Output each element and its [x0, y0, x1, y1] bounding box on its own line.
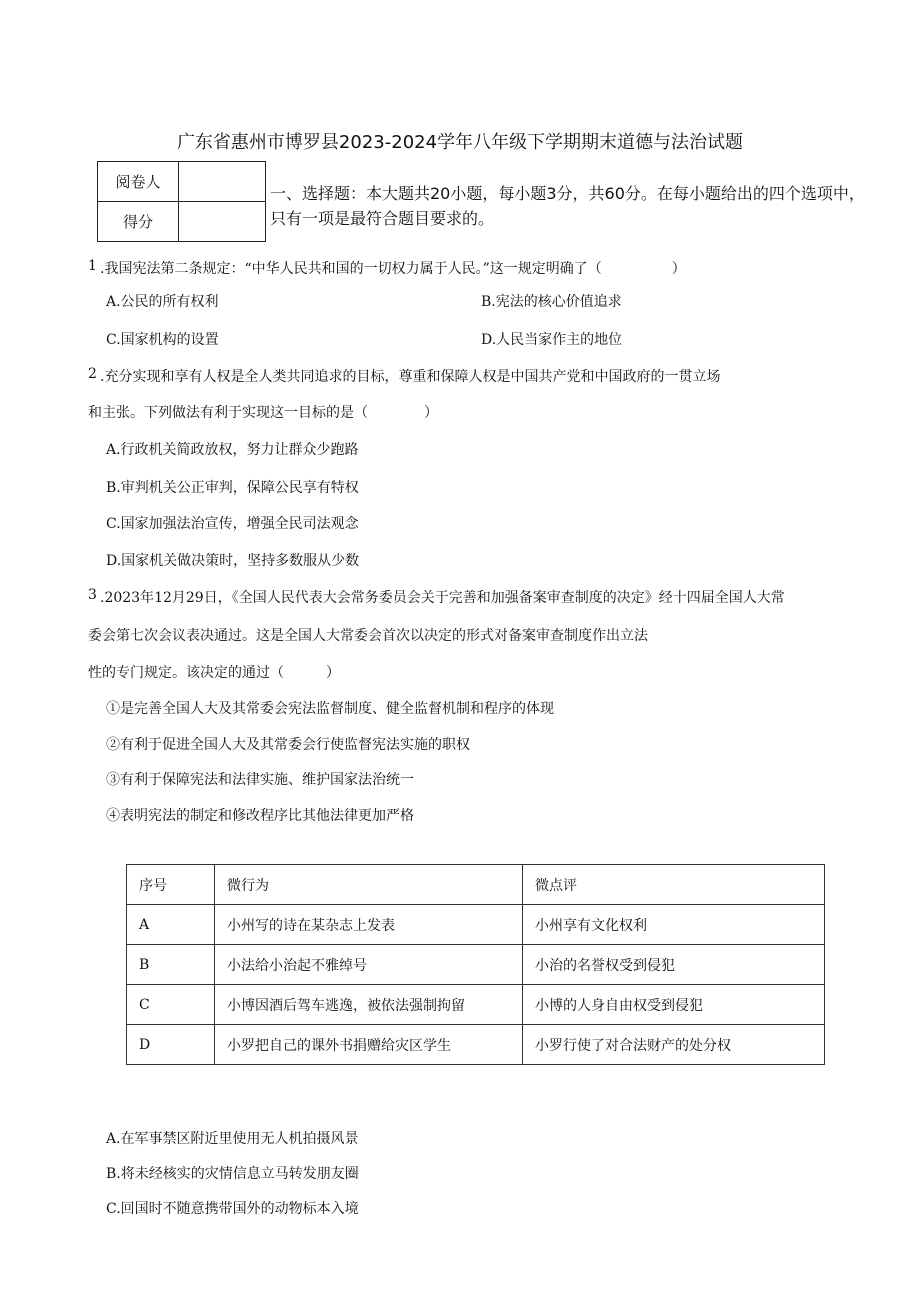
page-title: 广东省惠州市博罗县2023-2024学年八年级下学期期末道德与法治试题 — [176, 132, 744, 153]
table-cell: 小州享有文化权利 — [523, 905, 825, 945]
table-cell: 小罗把自己的课外书捐赠给灾区学生 — [215, 1025, 523, 1065]
header-cell: 微点评 — [523, 865, 825, 905]
header-cell: 微行为 — [215, 865, 523, 905]
option-d: D.人民当家作主的地位 — [481, 332, 623, 348]
table-cell: 小博的人身自由权受到侵犯 — [523, 985, 825, 1025]
option-c: C.回国时不随意携带国外的动物标本入境 — [106, 1201, 359, 1217]
option-c: C.国家加强法治宣传，增强全民司法观念 — [106, 516, 359, 532]
table-row — [127, 1025, 825, 1065]
table-cell: C — [127, 985, 215, 1025]
option-c: C.国家机构的设置 — [106, 332, 219, 348]
score-blank-cell — [179, 202, 266, 242]
statement-3: ③有利于保障宪法和法律实施、维护国家法治统一 — [106, 772, 414, 788]
question-number: 3 — [88, 587, 97, 603]
question-text: .2023年12月29日，《全国人民代表大会常务委员会关于完善和加强备案审查制度的决定》经十四届全国人大常 — [100, 590, 785, 606]
option-b: B.将未经核实的灾情信息立马转发朋友圈 — [106, 1166, 359, 1182]
option-a: A.在军事禁区附近里使用无人机拍摄风景 — [106, 1131, 359, 1147]
table-cell: B — [127, 945, 215, 985]
statement-1: ①是完善全国人大及其常委会宪法监督制度、健全监督机制和程序的体现 — [106, 701, 554, 717]
table-cell: 小罗行使了对合法财产的处分权 — [523, 1025, 825, 1065]
option-b: B.宪法的核心价值追求 — [481, 294, 622, 310]
micro-behavior-table — [126, 864, 825, 1065]
table-cell: 小博因酒后驾车逃逸，被依法强制拘留 — [215, 985, 523, 1025]
header-cell: 序号 — [127, 865, 215, 905]
question-text: 性的专门规定。该决定的通过（ ） — [88, 665, 340, 681]
table-cell: A — [127, 905, 215, 945]
question-text: .充分实现和享有人权是全人类共同追求的目标，尊重和保障人权是中国共产党和中国政府的一贯立场 — [100, 369, 721, 385]
question-number: 2 — [88, 366, 97, 382]
score-label: 得分 — [98, 202, 179, 242]
table-cell: 小治的名誉权受到侵犯 — [523, 945, 825, 985]
table-row — [127, 945, 825, 985]
score-box — [97, 161, 266, 242]
table-header-row — [127, 865, 825, 905]
question-text: .我国宪法第二条规定：“中华人民共和国的一切权力属于人民。”这一规定明确了（ ） — [100, 261, 686, 277]
question-text: 委会第七次会议表决通过。这是全国人大常委会首次以决定的形式对备案审查制度作出立法 — [88, 628, 648, 644]
table-cell: 小法给小治起不雅绰号 — [215, 945, 523, 985]
option-a: A.公民的所有权利 — [106, 294, 219, 310]
table-row — [127, 985, 825, 1025]
section-header: 一、选择题：本大题共20小题，每小题3分，共60分。在每小题给出的四个选项中，只有一项是最符合题目要求的。 — [270, 184, 865, 228]
statement-2: ②有利于促进全国人大及其常委会行使监督宪法实施的职权 — [106, 737, 470, 753]
question-number: 1 — [88, 258, 97, 274]
option-d: D.国家机关做决策时，坚持多数服从少数 — [106, 553, 360, 569]
table-row — [127, 905, 825, 945]
option-a: A.行政机关简政放权，努力让群众少跑路 — [106, 442, 359, 458]
reviewer-label: 阅卷人 — [98, 162, 179, 202]
reviewer-blank-cell — [179, 162, 266, 202]
table-cell: 小州写的诗在某杂志上发表 — [215, 905, 523, 945]
table-cell: D — [127, 1025, 215, 1065]
option-b: B.审判机关公正审判，保障公民享有特权 — [106, 480, 359, 496]
statement-4: ④表明宪法的制定和修改程序比其他法律更加严格 — [106, 808, 414, 824]
question-text: 和主张。下列做法有利于实现这一目标的是（ ） — [88, 405, 438, 421]
